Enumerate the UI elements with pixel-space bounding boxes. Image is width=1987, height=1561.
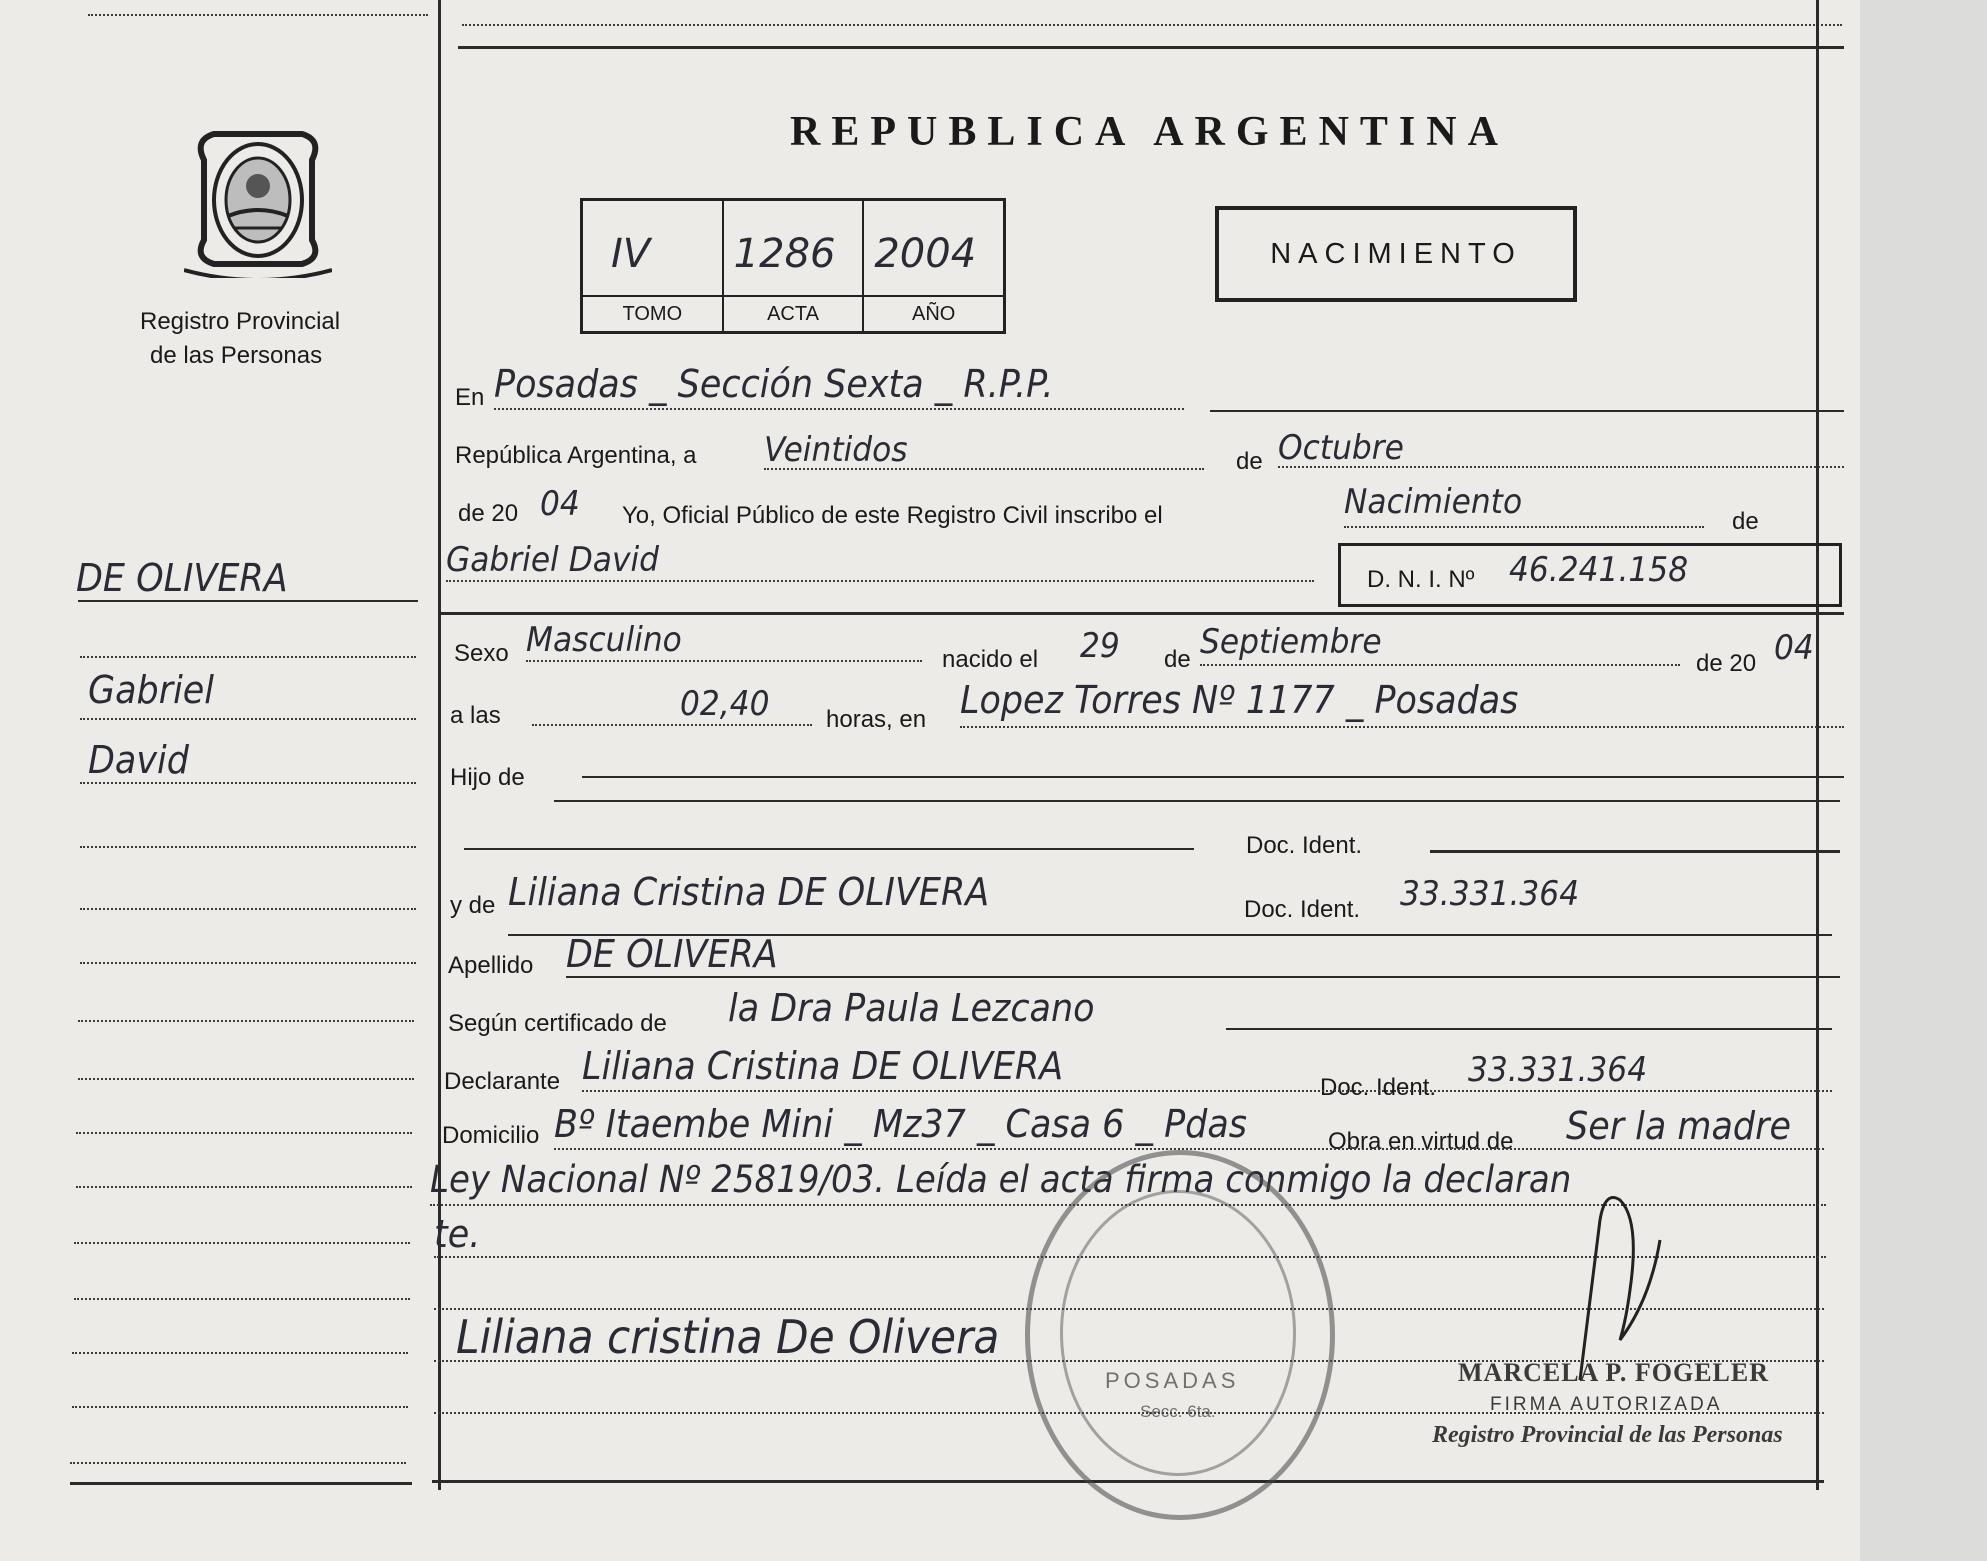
- segun-label: Según certificado de: [448, 1010, 667, 1037]
- top-rule-left: [88, 14, 428, 16]
- margin-dots: [78, 1020, 414, 1022]
- de20-label-2: de 20: [1696, 650, 1757, 677]
- de-label: de: [1236, 448, 1263, 475]
- declarant-name: Liliana Cristina DE OLIVERA: [582, 1044, 1064, 1088]
- certifier-value: la Dra Paula Lezcano: [728, 986, 1095, 1030]
- child-name: Gabriel David: [446, 540, 660, 580]
- official-name: MARCELA P. FOGELER: [1458, 1358, 1770, 1387]
- month-value: Octubre: [1278, 428, 1404, 468]
- mother-doc: 33.331.364: [1400, 874, 1580, 914]
- tomo-value: IV: [611, 231, 651, 277]
- doc-ident-label-3: Doc. Ident.: [1320, 1074, 1437, 1101]
- right-border: [1816, 0, 1819, 1490]
- margin-dots: [80, 908, 416, 910]
- margin-dots: [72, 1406, 408, 1408]
- registry-line2: de las Personas: [150, 342, 323, 369]
- margin-dots: [76, 1132, 412, 1134]
- line-dots: [532, 724, 812, 726]
- domicilio-label: Domicilio: [442, 1122, 540, 1149]
- declarant-doc: 33.331.364: [1468, 1050, 1648, 1090]
- line-rule: [1226, 1028, 1832, 1030]
- obra-label: Obra en virtud de: [1328, 1128, 1514, 1155]
- year-suffix: 04: [540, 484, 580, 524]
- obra-value: Ser la madre: [1566, 1104, 1791, 1148]
- seal-section: Secc. 6ta.: [1140, 1402, 1216, 1421]
- de-label-2: de: [1732, 508, 1759, 535]
- line-dots: [494, 408, 1184, 410]
- acta-value: 1286: [733, 231, 836, 277]
- line-dots: [960, 726, 1844, 728]
- acta-label: ACTA: [724, 295, 863, 331]
- birth-day: 29: [1080, 626, 1120, 666]
- anio-value: 2004: [874, 231, 977, 277]
- top-rule-right: [462, 24, 1842, 26]
- notes-line-2: te.: [434, 1212, 481, 1256]
- apellido-label: Apellido: [448, 952, 534, 979]
- registry-line1: Registro Provincial: [140, 308, 341, 335]
- margin-dots: [78, 1078, 414, 1080]
- doc-ident-label: Doc. Ident.: [1246, 832, 1363, 859]
- declarant-signature: Liliana cristina De Olivera: [456, 1310, 1000, 1364]
- notes-line-1: Ley Nacional Nº 25819/03. Leída el acta firma conmigo la declaran: [430, 1158, 1572, 1201]
- nacido-label: nacido el: [942, 646, 1039, 673]
- birth-year-suffix: 04: [1774, 628, 1814, 668]
- birth-place: Lopez Torres Nº 1177 _ Posadas: [960, 678, 1519, 722]
- hijo-label: Hijo de: [450, 764, 525, 791]
- line-rule: [1210, 410, 1844, 412]
- misiones-emblem-icon: [184, 120, 332, 278]
- declarante-label: Declarante: [444, 1068, 561, 1095]
- margin-dots: [80, 782, 416, 784]
- dni-value: 46.241.158: [1509, 550, 1689, 590]
- domicilio-value: Bº Itaembe Mini _ Mz37 _ Casa 6 _ Pdas: [554, 1102, 1247, 1146]
- official-seal-inner: [1060, 1190, 1296, 1476]
- line-rule: [566, 976, 1840, 978]
- margin-dots: [76, 1186, 412, 1188]
- official-role: FIRMA AUTORIZADA: [1490, 1394, 1723, 1415]
- margin-dots: [70, 1462, 406, 1464]
- line-rule: [582, 776, 1844, 778]
- tomo-label: TOMO: [583, 295, 722, 331]
- mother-name: Liliana Cristina DE OLIVERA: [508, 870, 990, 914]
- margin-dots: [80, 962, 416, 964]
- de20-label: de 20: [458, 500, 519, 527]
- anio-label: AÑO: [864, 295, 1003, 331]
- line-dots: [1278, 466, 1844, 468]
- line-rule: [464, 848, 1194, 850]
- tomo-cell: [583, 201, 724, 331]
- en-label: En: [455, 384, 485, 411]
- line-rule: [440, 612, 1844, 615]
- apellido-value: DE OLIVERA: [566, 932, 778, 976]
- anio-cell: [864, 201, 1003, 331]
- record-type-box: NACIMIENTO: [1215, 206, 1577, 302]
- oficial-label: Yo, Oficial Público de este Registro Civil inscribo el: [622, 502, 1163, 529]
- official-office: Registro Provincial de las Personas: [1432, 1422, 1783, 1448]
- line-dots: [446, 580, 1314, 582]
- column-divider: [438, 0, 441, 1490]
- yde-label: y de: [450, 892, 496, 919]
- margin-bottom-rule: [70, 1482, 412, 1485]
- de-label-3: de: [1164, 646, 1191, 673]
- dni-box: [1338, 543, 1842, 607]
- republica-label: República Argentina, a: [455, 442, 697, 469]
- margin-dots: [80, 718, 416, 720]
- margin-dots: [80, 656, 416, 658]
- line-dots: [1200, 664, 1680, 666]
- doc-ident-label-2: Doc. Ident.: [1244, 896, 1361, 923]
- seal-city: POSADAS: [1105, 1368, 1240, 1393]
- acta-cell: [724, 201, 865, 331]
- margin-dots: [74, 1298, 410, 1300]
- line-dots: [526, 660, 922, 662]
- margin-dots: [80, 846, 416, 848]
- sexo-label: Sexo: [454, 640, 509, 667]
- horas-label: horas, en: [826, 706, 927, 733]
- line-dots: [764, 468, 1204, 470]
- margin-given-name-1: Gabriel: [88, 668, 215, 712]
- line-dots: [1344, 526, 1704, 528]
- dni-label: D. N. I. Nº: [1367, 566, 1475, 593]
- line-rule: [1430, 850, 1840, 853]
- country-title: REPUBLICA ARGENTINA: [790, 109, 1509, 155]
- record-number-box: [580, 198, 1006, 334]
- birth-time: 02,40: [680, 684, 770, 724]
- act-value: Nacimiento: [1344, 482, 1523, 522]
- top-border: [458, 46, 1844, 49]
- alas-label: a las: [450, 702, 501, 729]
- margin-surname: DE OLIVERA: [76, 556, 288, 600]
- margin-given-name-2: David: [88, 738, 189, 782]
- birth-month: Septiembre: [1200, 622, 1382, 662]
- sexo-value: Masculino: [526, 620, 682, 660]
- line-dots: [582, 1090, 1832, 1092]
- place-value: Posadas _ Sección Sexta _ R.P.P.: [494, 362, 1054, 406]
- margin-dots: [74, 1242, 410, 1244]
- margin-dots: [72, 1352, 408, 1354]
- line-rule: [554, 800, 1840, 802]
- margin-rule: [78, 600, 418, 602]
- day-words: Veintidos: [764, 430, 908, 470]
